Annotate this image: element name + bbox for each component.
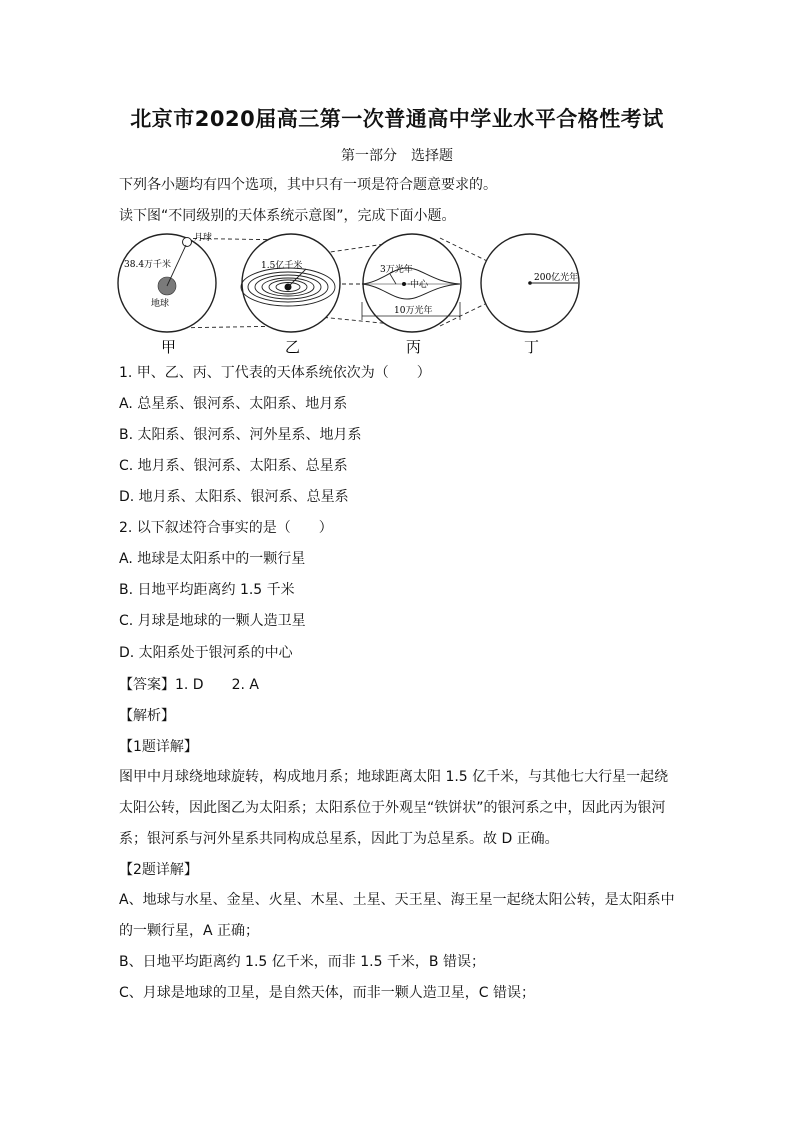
label-yi: 乙	[285, 338, 301, 356]
question-1-option-d: D. 地月系、太阳系、银河系、总星系	[119, 489, 349, 505]
detail-2-line-a: A、地球与水星、金星、火星、木星、土星、天王星、海王星一起绕太阳公转，是太阳系中的一颗行星，A 正确；	[119, 892, 675, 939]
center-label: 中心	[410, 280, 429, 290]
label-jia: 甲	[161, 338, 177, 356]
width-label: 10万光年	[394, 306, 433, 316]
detail-2-line-b: B、日地平均距离约 1.5 亿千米，而非 1.5 千米，B 错误；	[119, 954, 485, 970]
moon-label: 月球	[194, 233, 213, 243]
analysis-heading: 【解析】	[119, 708, 175, 724]
detail-1-text: 图甲中月球绕地球旋转，构成地月系；地球距离太阳 1.5 亿千米，与其他七大行星一起绕太阳公转，因此图乙为太阳系；太阳系位于外观呈“铁饼状”的银河系之中，因此丙为银河系；银河系与河外星系共同构成总星系，因此丁为总星系。故 D 正确。	[119, 769, 669, 847]
detail-1-heading: 【1题详解】	[119, 739, 198, 755]
earth-label: 地球	[151, 299, 170, 309]
question-1-option-b: B. 太阳系、银河系、河外星系、地月系	[119, 427, 362, 443]
detail-2-text	[119, 885, 679, 1009]
question-2-option-d: D. 太阳系处于银河系的中心	[119, 645, 293, 661]
detail-2-heading: 【2题详解】	[119, 862, 198, 878]
question-1-option-c: C. 地月系、银河系、太阳系、总星系	[119, 458, 348, 474]
question-2-option-b: B. 日地平均距离约 1.5 千米	[119, 582, 295, 598]
answer-line: 【答案】1. D 2. A	[119, 677, 259, 693]
figure-intro: 读下图“不同级别的天体系统示意图”，完成下面小题。	[119, 208, 456, 224]
question-2-option-a: A. 地球是太阳系中的一颗行星	[119, 551, 306, 567]
celestial-systems-figure	[110, 232, 590, 360]
question-1-stem: 1. 甲、乙、丙、丁代表的天体系统依次为（ ）	[119, 365, 431, 381]
distance-label-sun: 1.5亿千米	[261, 261, 303, 271]
radius-label: 200亿光年	[534, 273, 579, 283]
question-1-option-a: A. 总星系、银河系、太阳系、地月系	[119, 396, 348, 412]
distance-label-moon: 38.4万千米	[124, 260, 172, 270]
label-bing: 丙	[406, 338, 422, 356]
thickness-label: 3万光年	[380, 265, 413, 275]
detail-2-line-c: C、月球是地球的卫星，是自然天体，而非一颗人造卫星，C 错误；	[119, 985, 535, 1001]
moon-icon	[183, 238, 192, 247]
exam-title: 北京市2020届高三第一次普通高中学业水平合格性考试	[130, 107, 664, 131]
instruction: 下列各小题均有四个选项，其中只有一项是符合题意要求的。	[119, 177, 497, 193]
question-2-stem: 2. 以下叙述符合事实的是（ ）	[119, 520, 333, 536]
question-2-option-c: C. 月球是地球的一颗人造卫星	[119, 613, 306, 629]
label-ding: 丁	[524, 338, 540, 356]
section-title: 第一部分 选择题	[341, 148, 453, 164]
